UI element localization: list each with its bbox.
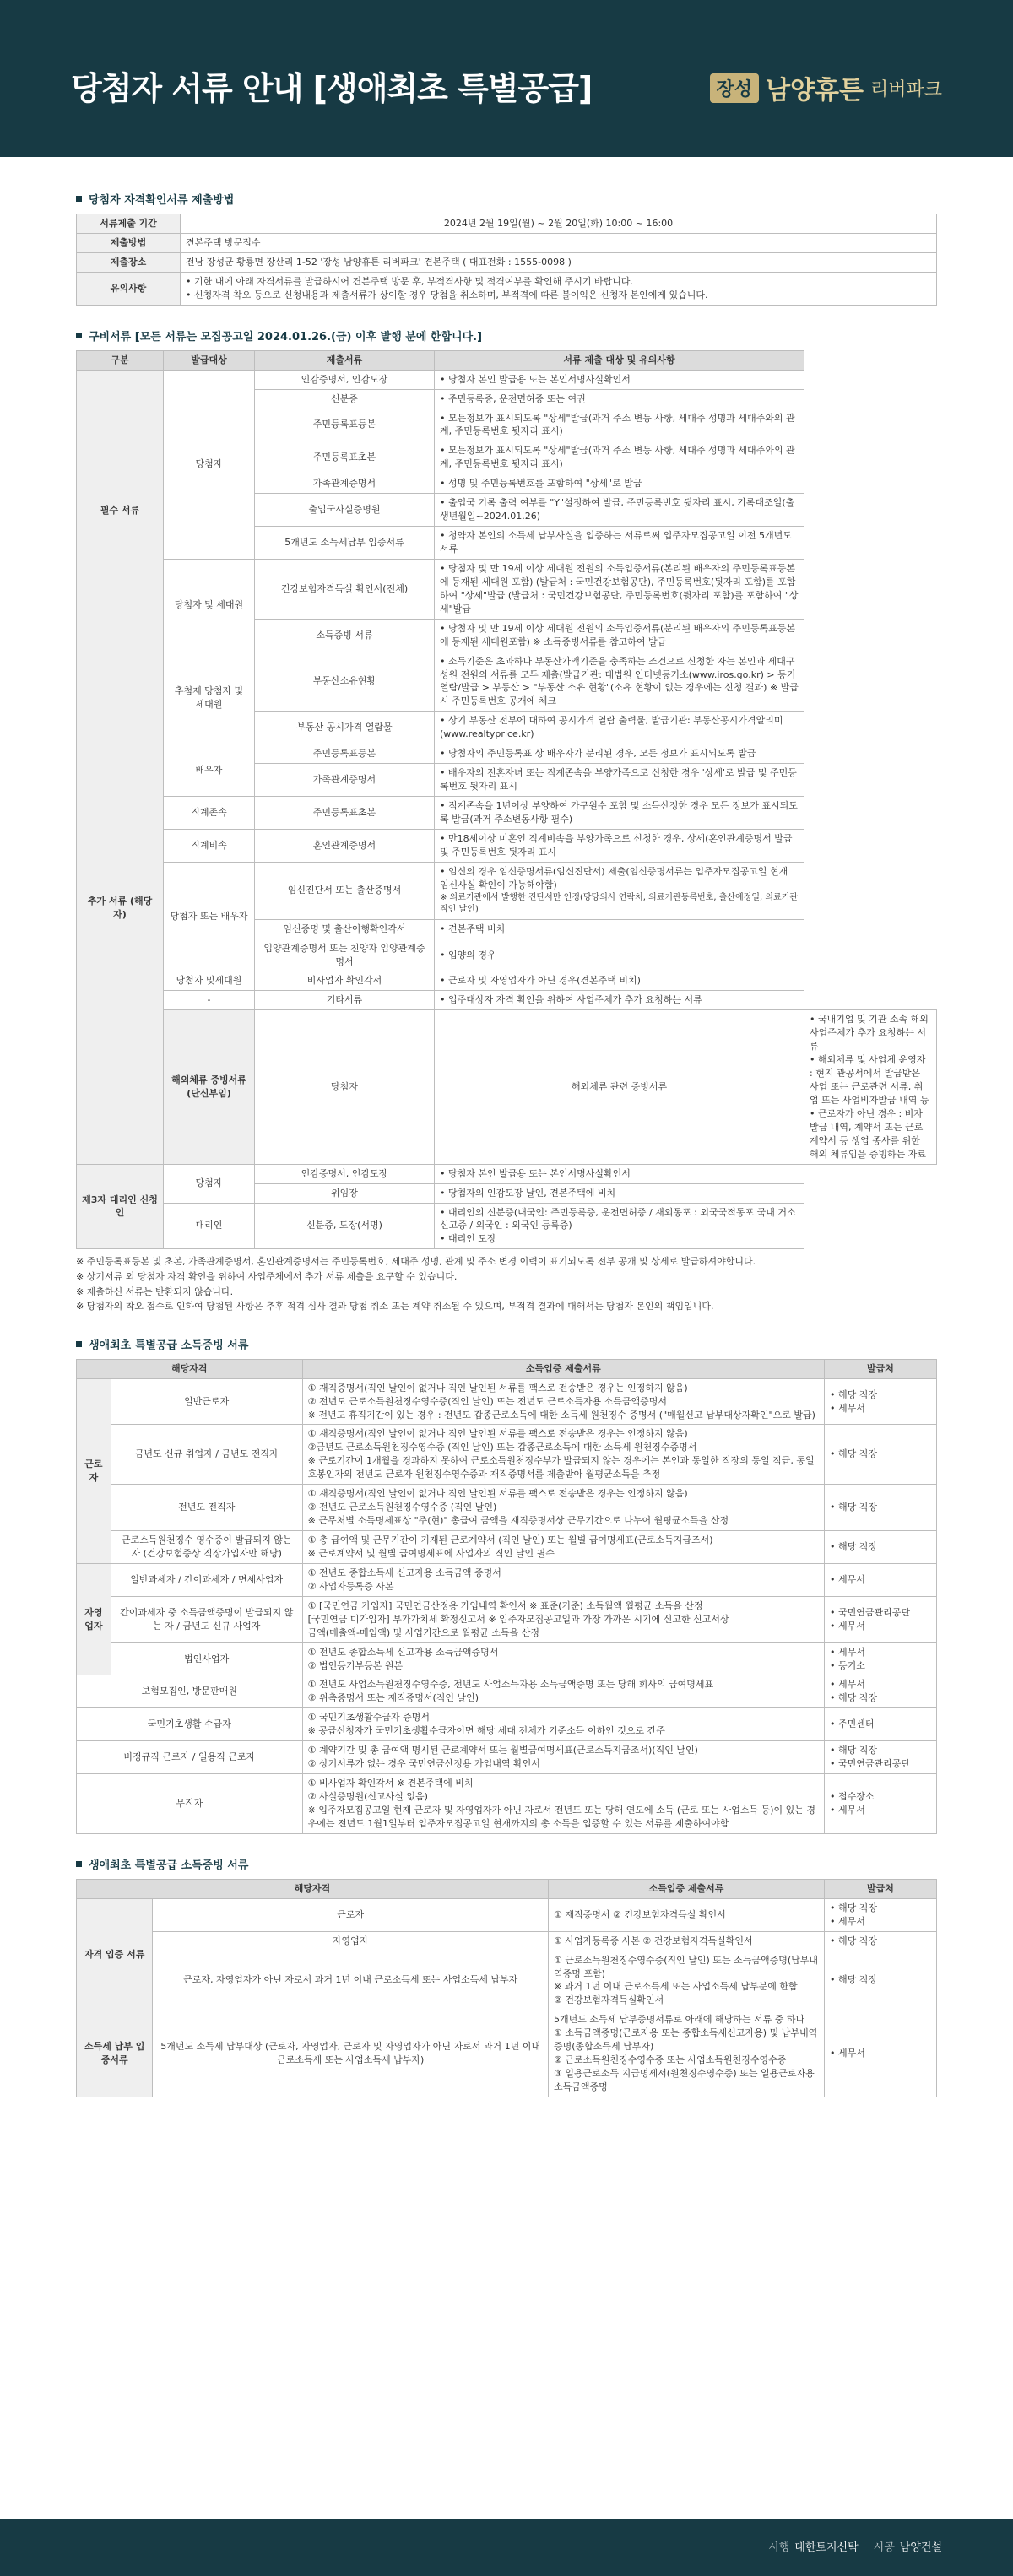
table-row: 유의사항 • 기한 내에 아래 자격서류를 발급하시어 견본주택 방문 후, 부적격사항 및 적격여부를 확인해 주시기 바랍니다. • 신청자격 착오 등으로 신청내용과 제출서류가 상이할 경우 당첨을 취소하며, 부적격에 따른 불이익은 신청자 본인에게 있습니다. (77, 272, 937, 305)
table-row: 소득세 납부 입증서류 5개년도 소득세 납부대상 (근로자, 자영업자, 근로자 및 자영업자가 아닌 자로서 과거 1년 이내 근로소득세 또는 사업소득세 납부자) 5개년도 소득세 납부증명서류로 아래에 해당하는 서류 중 하나 ① 소득금액증명(근로자용 또는 종합소득세신고자용) 및 납부내역증명(종합소득세 납부자) ② 근로소득원천징수영수증 또는 사업소득원천징수영수증 ③ 일용근로소득 지급명세서(원천징수영수증) 또는 일용근로자용 소득금액증명 • 세무서 (77, 2010, 937, 2097)
table-row: 주민등록표등본 • 모든정보가 표시되도록 "상세"발급(과거 주소 변동 사항, 세대주 성명과 세대주와의 관계, 주민등록번호 뒷자리 표시) (77, 409, 937, 441)
table-row: 근로소득원천징수 영수증이 발급되지 않는 자 (건강보험증상 직장가입자만 해당) ① 총 급여액 및 근무기간이 기재된 근로계약서 (직인 날인) 또는 월별 급여명세표(근로소득지급조서) ※ 근로계약서 및 월별 급여명세표에 사업자의 직인 날인 필수 • 해당 직장 (77, 1531, 937, 1564)
table-row: 부동산 공시가격 열람물 • 상기 부동산 전부에 대하여 공시가격 열람 출력물, 발급기관: 부동산공시가격알리미(www.realtyprice.kr) (77, 712, 937, 744)
table-row: 비정규직 근로자 / 일용직 근로자 ① 계약기간 및 총 급여액 명시된 근로계약서 또는 월별급여명세표(근로소득지급조서)(직인 날인) ② 상기서류가 없는 경우 국민연금산정용 가입내역 확인서 • 해당 직장 • 국민연금관리공단 (77, 1741, 937, 1774)
table-row: 금년도 신규 취업자 / 금년도 전직자 ① 재직증명서(직인 날인이 없거나 직인 날인된 서류를 팩스로 전송받은 경우는 인정하지 않음) ②금년도 근로소득원천징수영수증 (직인 날인) 또는 갑종근로소득에 대한 소득세 원천징수증명서 ※ 근로기간이 1개월을 경과하지 못하여 근로소득원천징수부가 발급되지 않는 경우에는 본인과 동일한 직장의 동일 직급, 동일 호봉인자의 전년도 근로자 원천징수영수증과 재직증명서를 제출받아 월평균소득을 추정 • 해당 직장 (77, 1425, 937, 1485)
table-row: 직계비속 혼인관계증명서 • 만18세이상 미혼인 직계비속을 부양가족으로 신청한 경우, 상세(혼인관계증명서 발급 및 주민등록번호 뒷자리 표시 (77, 829, 937, 862)
table-row: 제출방법 견본주택 방문접수 (77, 233, 937, 252)
page-title: 당첨자 서류 안내 [생애최초 특별공급] (71, 70, 593, 107)
table-row: 제출장소 전남 장성군 황룡면 장산리 1-52 '장성 남양휴튼 리버파크' 견본주택 ( 대표전화 : 1555-0098 ) (77, 252, 937, 272)
table-row: 전년도 전직자 ① 재직증명서(직인 날인이 없거나 직인 날인된 서류를 팩스로 전송받은 경우는 인정하지 않음) ② 전년도 근로소득원천징수영수증 (직인 날인) ※ 근무처별 소득명세표상 "주(현)" 총급여 금액을 재직증명서상 근무기간으로 나누어 월평균소득을 산정 • 해당 직장 (77, 1485, 937, 1531)
table-row: 직계존속 주민등록표초본 • 직계존속을 1년이상 부양하여 가구원수 포함 및 소득산정한 경우 모든 정보가 표시되도록 발급(과거 주소변동사항 필수) (77, 797, 937, 830)
brand-sub: 리버파크 (869, 78, 942, 100)
brand-badge: 장성 (710, 73, 760, 103)
table-row: 법인사업자 ① 전년도 종합소득세 신고자용 소득금액증명서 ② 법인등기부등본 원본 • 세무서 • 등기소 (77, 1642, 937, 1675)
table-row: 임신증명 및 출산이행확인각서 • 견본주택 비치 (77, 919, 937, 939)
brand-name: 남양휴튼 (766, 76, 864, 106)
brand-logo (710, 69, 942, 106)
table-row: 자영업자 일반과세자 / 간이과세자 / 면세사업자 ① 전년도 종합소득세 신고자용 소득금액 증명서 ② 사업자등록증 사본 • 세무서 (77, 1563, 937, 1596)
table-row: - 기타서류 • 입주대상자 자격 확인을 위하여 사업주체가 추가 요청하는 서류 (77, 991, 937, 1010)
notes: ※ 주민등록표등본 및 초본, 가족관계증명서, 혼인관계증명서는 주민등록번호, 세대주 성명, 관계 및 주소 변경 이력이 표기되도록 전부 공개 및 상세로 발급하셔야합니다. ※ 상기서류 외 당첨자 자격 확인을 위하여 사업주체에서 추가 서류 제출을 요구할 수 있습니다. ※ 제출하신 서류는 반환되지 않습니다. ※ 당첨자의 착오 접수로 인하여 당첨된 사항은 추후 적격 심사 결과 당첨 취소 또는 계약 취소될 수 있으며, 부적격 결과에 대해서는 당첨자 본인의 책임입니다. (76, 1256, 756, 1312)
table-row: 간이과세자 중 소득금액증명이 발급되지 않는 자 / 금년도 신규 사업자 ① [국민연금 가입자] 국민연금산정용 가입내역 확인서 ※ 표준(기준) 소득월액 월평균 소득을 산정 [국민연금 미가입자] 부가가치세 확정신고서 ※ 입주자모집공고일과 가장 가까운 시기에 신고한 신고서상 금액(매출액-매입액) 및 사업기간으로 월평균 소득을 산정 • 국민연금관리공단 • 세무서 (77, 1596, 937, 1642)
table-row: 5개년도 소득세납부 입증서류 • 청약자 본인의 소득세 납부사실을 입증하는 서류로써 입주자모집공고일 이전 5개년도 서류 (77, 527, 937, 560)
section-title: 당첨자 자격확인서류 제출방법 (76, 191, 937, 207)
page-header (0, 0, 1013, 157)
income-proof-table-2: 해당자격 소득입증 제출서류 발급처 자격 입증 서류 근로자 ① 재직증명서 ② 건강보험자격득실 확인서 • 해당 직장 • 세무서 자영업자 ① 사업자등록증 사본 ② 건강보험자격득실확인서 • 해당 직장 근로자, 자영업자가 아닌 자로서 과거 1년 이내 근로소득세 또는 사업소득세 납부자 ① 근로소득원천징수영수증(직인 날인) 또는 소득금액증명(납부내역증명 포함) ※ 과거 1년 이내 근로소득세 또는 사업소득세 납부분에 한함 ② 건강보험자격득실확인서 • 해당 직장 소득세 납부 입증서류 5개년도 소득세 납부대상 (근로자, 자영업자, 근로자 및 자영업자가 아닌 자로서 과거 1년 이내 근로소득세 또는 사업소득세 납부자) 5개년도 소득세 납부증명서류로 아래에 해당하는 서류 중 하나 ① 소득금액증명(근로자용 또는 종합소득세신고자용) 및 납부내역증명(종합소득세 납부자) ② 근로소득원천징수영수증 또는 사업소득원천징수영수증 ③ 일용근로소득 지급명세서(원천징수영수증) 또는 일용근로자용 소득금액증명 • 세무서 (76, 1879, 937, 2097)
page-footer: 시행 대한토지신탁 시공 남양건설 (0, 2519, 1013, 2576)
table-row: 당첨자 및세대원 비사업자 확인각서 • 근로자 및 자영업자가 아닌 경우(견본주택 비치) (77, 971, 937, 991)
required-documents-table: 구분 발급대상 제출서류 서류 제출 대상 및 유의사항 필수 서류 당첨자 인감증명서, 인감도장 • 당첨자 본인 발급용 또는 본인서명사실확인서 신분증 • 주민등록증, 운전면허증 또는 여권 주민등록표등본 • 모든정보가 표시되도록 "상세"발급(과거 주소 변동 사항, 세대주 성명과 세대주와의 관계, 주민등록번호 뒷자리 표시) 주민등록표초본 • 모든정보가 표시되도록 "상세"발급(과거 주소 변동 사항, 세대주 성명과 세대주와의 관계, 주민등록번호 뒷자리 표시) 가족관계증명서 • 성명 및 주민등록번호를 포함하여 "상세"로 발급 출입국사실증명원 • 출입국 기록 출력 여부를 "Y"설정하여 발급, 주민등록번호 뒷자리 표시, 기록대조일(출생년월일~2024.01.26) 5개년도 소득세납부 입증서류 • 청약자 본인의 소득세 납부사실을 입증하는 서류로써 입주자모집공고일 이전 5개년도 서류 당첨자 및 세대원 건강보험자격득실 확인서(전체) • 당첨자 및 만 19세 이상 세대원 전원의 소득입증서류(본리된 배우자의 주민등록표등본에 등재된 세대원 포함) (발급처 : 국민건강보험공단), 주민등록번호(뒷자리 포함)를 포함하여 "상세"발급 (발급처 : 국민건강보험공단, 주민등록번호(뒷자리 포함)를 포함하여 "상세"발급 소득증빙 서류 • 당첨자 및 만 19세 이상 세대원 전원의 소득입증서류(분리된 배우자의 주민등록표등본에 등재된 세대원포함) ※ 소득증빙서류를 참고하여 발급 추가 서류 (해당자) 추첨제 당첨자 및 세대원 부동산소유현황 • 소득기준은 초과하나 부동산가액기준을 충족하는 조건으로 신청한 자는 본인과 세대구성원 전원의 서류를 모두 제출(발급기관: 대법원 인터넷등기소(www.iros.go.kr) > 등기열람/발급 > 부동산 > "부동산 소유 현황"(소유 현황이 없는 경우에는 신청 결과) ※ 발급 시 주민등록번호 공개에 체크 부동산 공시가격 열람물 • 상기 부동산 전부에 대하여 공시가격 열람 출력물, 발급기관: 부동산공시가격알리미(www.realtyprice.kr) 배우자 주민등록표등본 • 당첨자의 주민등록표 상 배우자가 분리된 경우, 모든 정보가 표시되도록 발급 가족관계증명서 • 배우자의 전혼자녀 또는 직계존속을 부양가족으로 신청한 경우 '상세'로 발급 및 주민등록번호 뒷자리 표시 직계존속 주민등록표초본 • 직계존속을 1년이상 부양하여 가구원수 포함 및 소득산정한 경우 모든 정보가 표시되도록 발급(과거 주소변동사항 필수) 직계비속 혼인관계증명서 • 만18세이상 미혼인 직계비속을 부양가족으로 신청한 경우, 상세(혼인관계증명서 발급 및 주민등록번호 뒷자리 표시 당첨자 또는 배우자 임신진단서 또는 출산증명서 • 임신의 경우 임신증명서류(임신진단서) 제출(임신증명서류는 입주자모집공고일 현재 임신사실 확인이 가능해야함) ※ 의료기관에서 발행한 진단서만 인정(당당의사 연락처, 의료기관등록번호, 출산예정일, 의료기관 직인 날인) 임신증명 및 출산이행확인각서 • 견본주택 비치 입양관계증명서 또는 친양자 입양관계증명서 • 입양의 경우 당첨자 및세대원 비사업자 확인각서 • 근로자 및 자영업자가 아닌 경우(견본주택 비치) - 기타서류 • 입주대상자 자격 확인을 위하여 사업주체가 추가 요청하는 서류 해외체류 증빙서류 (단신부임) 당첨자 해외체류 관련 증빙서류 • 국내기업 및 기관 소속 해외 사업주체가 추가 요청하는 서류 • 해외체류 및 사업체 운영자 : 현지 관공서에서 발급받은 사업 또는 근로관련 서류, 취업 또는 사업비자발급 내역 등 • 근로자가 아닌 경우 : 비자발급 내역, 계약서 또는 근로계약서 등 생업 종사를 위한 해외 체류임을 증빙하는 자료 제3자 대리인 신청인 당첨자 인감증명서, 인감도장 • 당첨자 본인 발급용 또는 본인서명사실확인서 위임장 • 당첨자의 인감도장 날인, 견본주택에 비치 대리인 신분증, 도장(서명) • 대리인의 신분증(내국인: 주민등록증, 운전면허증 / 재외동포 : 외국국적동포 국내 거소신고증 / 외국인 : 외국인 등록증) • 대리인 도장 (76, 350, 937, 1250)
bullet-square-icon (76, 196, 82, 202)
income-proof-table: 해당자격 소득입증 제출서류 발급처 근로자 일반근로자 ① 재직증명서(직인 날인이 없거나 직인 날인된 서류를 팩스로 전송받은 경우는 인정하지 않음) ② 전년도 근로소득원천징수영수증(직인 날인) 또는 전년도 근로소득자용 소득금액증명서 ※ 전년도 휴직기간이 있는 경우 : 전년도 갑종근로소득에 대한 소득세 원천징수 증명서 ("매월신고 납부대상자확인"으로 발급) • 해당 직장 • 세무서 금년도 신규 취업자 / 금년도 전직자 ① 재직증명서(직인 날인이 없거나 직인 날인된 서류를 팩스로 전송받은 경우는 인정하지 않음) ②금년도 근로소득원천징수영수증 (직인 날인) 또는 갑종근로소득에 대한 소득세 원천징수증명서 ※ 근로기간이 1개월을 경과하지 못하여 근로소득원천징수부가 발급되지 않는 경우에는 본인과 동일한 직장의 동일 직급, 동일 호봉인자의 전년도 근로자 원천징수영수증과 재직증명서를 제출받아 월평균소득을 추정 • 해당 직장 전년도 전직자 ① 재직증명서(직인 날인이 없거나 직인 날인된 서류를 팩스로 전송받은 경우는 인정하지 않음) ② 전년도 근로소득원천징수영수증 (직인 날인) ※ 근무처별 소득명세표상 "주(현)" 총급여 금액을 재직증명서상 근무기간으로 나누어 월평균소득을 산정 • 해당 직장 근로소득원천징수 영수증이 발급되지 않는 자 (건강보험증상 직장가입자만 해당) ① 총 급여액 및 근무기간이 기재된 근로계약서 (직인 날인) 또는 월별 급여명세표(근로소득지급조서) ※ 근로계약서 및 월별 급여명세표에 사업자의 직인 날인 필수 • 해당 직장 자영업자 일반과세자 / 간이과세자 / 면세사업자 ① 전년도 종합소득세 신고자용 소득금액 증명서 ② 사업자등록증 사본 • 세무서 간이과세자 중 소득금액증명이 발급되지 않는 자 / 금년도 신규 사업자 ① [국민연금 가입자] 국민연금산정용 가입내역 확인서 ※ 표준(기준) 소득월액 월평균 소득을 산정 [국민연금 미가입자] 부가가치세 확정신고서 ※ 입주자모집공고일과 가장 가까운 시기에 신고한 신고서상 금액(매출액-매입액) 및 사업기간으로 월평균 소득을 산정 • 국민연금관리공단 • 세무서 법인사업자 ① 전년도 종합소득세 신고자용 소득금액증명서 ② 법인등기부등본 원본 • 세무서 • 등기소 보험모집인, 방문판매원 ① 전년도 사업소득원천징수영수증, 전년도 사업소득자용 소득금액증명 또는 당해 회사의 급여명세표 ② 위촉증명서 또는 재직증명서(직인 날인) • 세무서 • 해당 직장 국민기초생활 수급자 ① 국민기초생활수급자 증명서 ※ 공급신청자가 국민기초생활수급자이면 해당 세대 전체가 기준소득 이하인 것으로 간주 • 주민센터 비정규직 근로자 / 일용직 근로자 ① 계약기간 및 총 급여액 명시된 근로계약서 또는 월별급여명세표(근로소득지급조서)(직인 날인) ② 상기서류가 없는 경우 국민연금산정용 가입내역 확인서 • 해당 직장 • 국민연금관리공단 무직자 ① 비사업자 확인각서 ※ 견본주택에 비치 ② 사실증명원(신고사실 없음) ※ 입주자모집공고일 현재 근로자 및 자영업자가 아닌 자로서 전년도 또는 당해 연도에 소득 (근로 또는 사업소득 등)이 있는 경우에는 전년도 1월1일부터 입주자모집공고일 현재까지의 총 소득을 입증할 수 있는 서류를 제출하여야함 • 접수장소 • 세무서 (76, 1359, 937, 1834)
table-row: 위임장 • 당첨자의 인감도장 날인, 견본주택에 비치 (77, 1183, 937, 1203)
table-row: 근로자, 자영업자가 아닌 자로서 과거 1년 이내 근로소득세 또는 사업소득세 납부자 ① 근로소득원천징수영수증(직인 날인) 또는 소득금액증명(납부내역증명 포함) ※ 과거 1년 이내 근로소득세 또는 사업소득세 납부분에 한함 ② 건강보험자격득실확인서 • 해당 직장 (77, 1951, 937, 2010)
table-row: 근로자 일반근로자 ① 재직증명서(직인 날인이 없거나 직인 날인된 서류를 팩스로 전송받은 경우는 인정하지 않음) ② 전년도 근로소득원천징수영수증(직인 날인) 또는 전년도 근로소득자용 소득금액증명서 ※ 전년도 휴직기간이 있는 경우 : 전년도 갑종근로소득에 대한 소득세 원천징수 증명서 ("매월신고 납부대상자확인"으로 발급) • 해당 직장 • 세무서 (77, 1378, 937, 1425)
table-row: 소득증빙 서류 • 당첨자 및 만 19세 이상 세대원 전원의 소득입증서류(분리된 배우자의 주민등록표등본에 등재된 세대원포함) ※ 소득증빙서류를 참고하여 발급 (77, 619, 937, 652)
table-row: 출입국사실증명원 • 출입국 기록 출력 여부를 "Y"설정하여 발급, 주민등록번호 뒷자리 표시, 기록대조일(출생년월일~2024.01.26) (77, 494, 937, 527)
table-row: 자격 입증 서류 근로자 ① 재직증명서 ② 건강보험자격득실 확인서 • 해당 직장 • 세무서 (77, 1898, 937, 1931)
table-row: 가족관계증명서 • 배우자의 전혼자녀 또는 직계존속을 부양가족으로 신청한 경우 '상세'로 발급 및 주민등록번호 뒷자리 표시 (77, 764, 937, 797)
table-row: 대리인 신분증, 도장(서명) • 대리인의 신분증(내국인: 주민등록증, 운전면허증 / 재외동포 : 외국국적동포 국내 거소신고증 / 외국인 : 외국인 등록증) • 대리인 도장 (77, 1203, 937, 1249)
table-row: 무직자 ① 비사업자 확인각서 ※ 견본주택에 비치 ② 사실증명원(신고사실 없음) ※ 입주자모집공고일 현재 근로자 및 자영업자가 아닌 자로서 전년도 또는 당해 연도에 소득 (근로 또는 사업소득 등)이 있는 경우에는 전년도 1월1일부터 입주자모집공고일 현재까지의 총 소득을 입증할 수 있는 서류를 제출하여야함 • 접수장소 • 세무서 (77, 1774, 937, 1834)
table-row: 신분증 • 주민등록증, 운전면허증 또는 여권 (77, 389, 937, 409)
section-title: 생애최초 특별공급 소득증빙 서류 (76, 1856, 937, 1872)
submission-method-table (76, 214, 937, 306)
table-row: 서류제출 기간 2024년 2월 19일(월) ~ 2월 20일(화) 10:00 ~ 16:00 (77, 214, 937, 234)
table-row: 국민기초생활 수급자 ① 국민기초생활수급자 증명서 ※ 공급신청자가 국민기초생활수급자이면 해당 세대 전체가 기준소득 이하인 것으로 간주 • 주민센터 (77, 1708, 937, 1741)
bullet-square-icon (76, 1861, 82, 1867)
table-row: 해외체류 증빙서류 (단신부임) 당첨자 해외체류 관련 증빙서류 • 국내기업 및 기관 소속 해외 사업주체가 추가 요청하는 서류 • 해외체류 및 사업체 운영자 : 현지 관공서에서 발급받은 사업 또는 근로관련 서류, 취업 또는 사업비자발급 내역 등 • 근로자가 아닌 경우 : 비자발급 내역, 계약서 또는 근로계약서 등 생업 종사를 위한 해외 체류임을 증빙하는 자료 (77, 1010, 937, 1164)
bullet-square-icon (76, 1341, 82, 1347)
section-title: 구비서류 [모든 서류는 모집공고일 2024.01.26.(금) 이후 발행 분에 한합니다.] (76, 327, 937, 344)
bullet-square-icon (76, 333, 82, 338)
table-row: 당첨자 및 세대원 건강보험자격득실 확인서(전체) • 당첨자 및 만 19세 이상 세대원 전원의 소득입증서류(본리된 배우자의 주민등록표등본에 등재된 세대원 포함) (발급처 : 국민건강보험공단), 주민등록번호(뒷자리 포함)를 포함하여 "상세"발급 (발급처 : 국민건강보험공단, 주민등록번호(뒷자리 포함)를 포함하여 "상세"발급 (77, 559, 937, 619)
table-row: 자영업자 ① 사업자등록증 사본 ② 건강보험자격득실확인서 • 해당 직장 (77, 1931, 937, 1951)
table-row: 주민등록표초본 • 모든정보가 표시되도록 "상세"발급(과거 주소 변동 사항, 세대주 성명과 세대주와의 관계, 주민등록번호 뒷자리 표시) (77, 441, 937, 474)
table-row: 필수 서류 당첨자 인감증명서, 인감도장 • 당첨자 본인 발급용 또는 본인서명사실확인서 (77, 370, 937, 389)
section-title: 생애최초 특별공급 소득증빙 서류 (76, 1336, 937, 1352)
table-row: 보험모집인, 방문판매원 ① 전년도 사업소득원천징수영수증, 전년도 사업소득자용 소득금액증명 또는 당해 회사의 급여명세표 ② 위촉증명서 또는 재직증명서(직인 날인) • 세무서 • 해당 직장 (77, 1675, 937, 1708)
table-row: 당첨자 또는 배우자 임신진단서 또는 출산증명서 • 임신의 경우 임신증명서류(임신진단서) 제출(임신증명서류는 입주자모집공고일 현재 임신사실 확인이 가능해야함) ※ 의료기관에서 발행한 진단서만 인정(당당의사 연락처, 의료기관등록번호, 출산예정일, 의료기관 직인 날인) (77, 862, 937, 919)
table-row: 추가 서류 (해당자) 추첨제 당첨자 및 세대원 부동산소유현황 • 소득기준은 초과하나 부동산가액기준을 충족하는 조건으로 신청한 자는 본인과 세대구성원 전원의 서류를 모두 제출(발급기관: 대법원 인터넷등기소(www.iros.go.kr) > 등기열람/발급 > 부동산 > "부동산 소유 현황"(소유 현황이 없는 경우에는 신청 결과) ※ 발급 시 주민등록번호 공개에 체크 (77, 652, 937, 712)
document-body (0, 157, 1013, 2097)
table-row: 가족관계증명서 • 성명 및 주민등록번호를 포함하여 "상세"로 발급 (77, 474, 937, 494)
table-row: 배우자 주민등록표등본 • 당첨자의 주민등록표 상 배우자가 분리된 경우, 모든 정보가 표시되도록 발급 (77, 744, 937, 764)
table-row: 제3자 대리인 신청인 당첨자 인감증명서, 인감도장 • 당첨자 본인 발급용 또는 본인서명사실확인서 (77, 1164, 937, 1183)
table-row: 입양관계증명서 또는 친양자 입양관계증명서 • 입양의 경우 (77, 939, 937, 971)
